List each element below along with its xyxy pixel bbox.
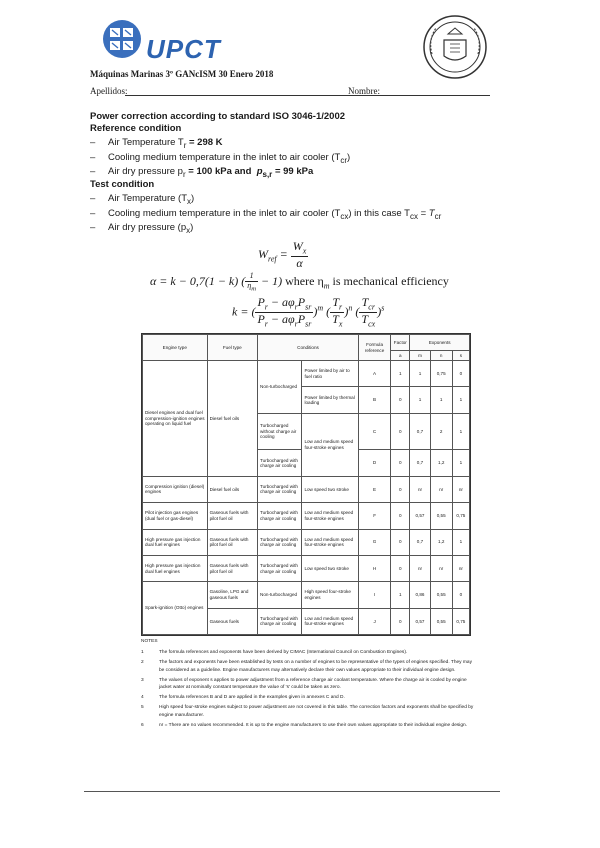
- university-seal-icon: [422, 14, 488, 80]
- reference-item-temp: – Air Temperature $T_r = 298$ K: [90, 137, 223, 150]
- cell-m: 0,57: [410, 503, 430, 529]
- cell-a: 0: [391, 450, 410, 476]
- cell-fuel: Diesel fuel oils: [207, 476, 257, 502]
- test-item-pressure: – Air dry pressure $(p_x)$: [90, 222, 194, 235]
- cell-m: nr: [410, 476, 430, 502]
- test-item-temp: – Air Temperature $(T_x)$: [90, 193, 195, 206]
- cell-n: nr: [430, 555, 452, 581]
- cell-engine: Compression ignition (diesel) engines: [143, 476, 208, 502]
- header-fuel-type: Fuel type: [207, 335, 257, 361]
- note-item: 2 The factors and exponents have been established by tests on a number of engines to be representative of the types of engines specified. They may be considered as a guideline. Engine manufacturers may alternatively declare their own values appropriate to their individual engine design.: [141, 660, 472, 673]
- cell-cond2: Power limited by thermal loading: [302, 387, 359, 413]
- cell-engine: High pressure gas injection dual fuel engines: [143, 529, 208, 555]
- header-conditions: Conditions: [258, 335, 359, 361]
- cell-n: 1,2: [430, 450, 452, 476]
- cell-fuel: Gaseous fuels with pilot fuel oil: [207, 503, 257, 529]
- cell-s: 0: [452, 582, 469, 608]
- cell-n: nr: [430, 476, 452, 502]
- cell-cond1: Turbocharged with charge air cooling: [258, 450, 302, 476]
- cell-s: nr: [452, 555, 469, 581]
- cell-n: 0,55: [430, 503, 452, 529]
- cell-a: 0: [391, 476, 410, 502]
- cell-n: 0,55: [430, 582, 452, 608]
- cell-a: 0: [391, 529, 410, 555]
- formula-w-ref: $W_{ref}$ = $\frac{W_x}{\alpha}$: [258, 239, 307, 271]
- cell-s: 1: [452, 450, 469, 476]
- cell-fuel: Gasoline, LPG and gaseous fuels: [207, 582, 257, 608]
- cell-cond2: Low speed two stroke: [302, 555, 359, 581]
- cell-cond1: Turbocharged with charge air cooling: [258, 529, 302, 555]
- cell-m: 0,7: [410, 413, 430, 450]
- cell-a: 0: [391, 387, 410, 413]
- cell-cond1: Turbocharged with charge air cooling: [258, 555, 302, 581]
- note-item: 3 The values of exponent s applies to power adjustment from a reference charge air coolant temperature. Where the charge air is cooled by engine jacket water at nominally constant temperature the value of 's' could be taken as zero.: [141, 677, 467, 690]
- table-row: [143, 361, 470, 387]
- surname-label: Apellidos:: [90, 86, 128, 96]
- cell-ref: I: [358, 582, 390, 608]
- cell-n: 2: [430, 413, 452, 450]
- reference-item-cooling: – Cooling medium temperature in the inlet to air cooler $(T_{cr})$: [90, 152, 351, 165]
- cell-engine: Spark-ignition (Otto) engines: [143, 582, 208, 635]
- cell-engine: High pressure gas injection dual fuel engines: [143, 555, 208, 581]
- cell-cond1: Turbocharged without charge air cooling: [258, 413, 302, 450]
- cell-cond2: Low and medium speed four-stroke engines: [302, 413, 359, 476]
- cell-engine: Diesel engines and dual fuel compression-ignition engines operating on liquid fuel: [143, 361, 208, 477]
- table-row: [143, 582, 470, 608]
- cell-n: 0,75: [430, 361, 452, 387]
- cell-n: 0,55: [430, 608, 452, 634]
- cell-cond1: Turbocharged with charge air cooling: [258, 503, 302, 529]
- cell-m: 0,86: [410, 582, 430, 608]
- header-exponents: Exponents: [410, 335, 470, 351]
- cell-s: 0,75: [452, 608, 469, 634]
- cell-s: 0: [452, 361, 469, 387]
- test-item-cooling: – Cooling medium temperature in the inlet to air cooler $(T_{cx})$ in this case $T_{cx} = T_{cr}$: [90, 208, 442, 221]
- cell-m: 0,57: [410, 608, 430, 634]
- reference-item-pressure: – Air dry pressure $p_r = 100$ kPa and $p_{s,r} = 99$ kPa: [90, 166, 314, 179]
- table-row: [143, 529, 470, 555]
- cell-cond2: Power limited by air to fuel ratio: [302, 361, 359, 387]
- table-row: [143, 503, 470, 529]
- cell-n: 1: [430, 387, 452, 413]
- cell-ref: C: [358, 413, 390, 450]
- formula-k: k = ( $\frac{P_r - a\varphi_rP_{sr}}{P_r - a\varphi_rP_{sr}}$ )$^m$ ( $\frac{T_r}{T_x}$ )$^n$ ( $\frac{T_{cr}}{T_{cx}}$ )$^s$: [232, 295, 385, 329]
- cell-a: 0: [391, 555, 410, 581]
- header-m: m: [410, 351, 430, 361]
- cell-s: nr: [452, 476, 469, 502]
- header-a: a: [391, 351, 410, 361]
- cell-s: 0,75: [452, 503, 469, 529]
- cell-m: nr: [410, 555, 430, 581]
- cell-m: 1: [410, 387, 430, 413]
- test-heading: Test condition: [90, 179, 155, 190]
- cell-cond1: Turbocharged with charge air cooling: [258, 608, 302, 634]
- upct-logo-icon: [92, 18, 148, 60]
- note-item: 6 nr = There are no values recommended. It is up to the engine manufacturers to use their own values appropriate to their individual engine design.: [141, 722, 468, 728]
- table-row: [143, 555, 470, 581]
- section-title: Power correction according to standard ISO 3046-1/2002: [90, 111, 346, 122]
- cell-s: 1: [452, 529, 469, 555]
- formula-alpha: α = k − 0,7(1 − k) ( $\frac{1}{\eta_m}$ − 1) where $\eta_m$ is mechanical efficiency: [150, 271, 449, 293]
- note-item: 4 The formula references B and D are applied in the examples given in annexes C and D.: [141, 695, 345, 701]
- cell-ref: H: [358, 555, 390, 581]
- cell-a: 1: [391, 361, 410, 387]
- brand-name: UPCT: [146, 34, 221, 64]
- reference-heading: Reference condition: [90, 123, 182, 134]
- cell-fuel: Gaseous fuels with pilot fuel oil: [207, 529, 257, 555]
- cell-s: 1: [452, 413, 469, 450]
- cell-cond2: High speed four-stroke engines: [302, 582, 359, 608]
- cell-ref: G: [358, 529, 390, 555]
- cell-ref: A: [358, 361, 390, 387]
- header-engine-type: Engine type: [143, 335, 208, 361]
- cell-ref: E: [358, 476, 390, 502]
- cell-m: 0,7: [410, 529, 430, 555]
- cell-m: 1: [410, 361, 430, 387]
- table-row: [143, 476, 470, 502]
- cell-m: 0,7: [410, 450, 430, 476]
- cell-cond2: Low and medium speed four-stroke engines: [302, 503, 359, 529]
- footer-divider: [84, 791, 500, 792]
- cell-ref: D: [358, 450, 390, 476]
- cell-ref: B: [358, 387, 390, 413]
- cell-a: 0: [391, 413, 410, 450]
- cell-fuel: Gaseous fuels with pilot fuel oil: [207, 555, 257, 581]
- name-label: Nombre:: [348, 86, 380, 96]
- name-field[interactable]: [394, 95, 490, 96]
- cell-a: 0: [391, 503, 410, 529]
- cell-ref: J: [358, 608, 390, 634]
- cell-cond1: Non-turbocharged: [258, 582, 302, 608]
- notes-section: [141, 638, 476, 732]
- header-n: n: [430, 351, 452, 361]
- note-item: 5 High speed four-stroke engines subject to power adjustment are not covered in this table. The correction factors and exponents shall be specified by engine manufacturer.: [141, 705, 474, 718]
- cell-cond2: Low and medium speed four-stroke engines: [302, 529, 359, 555]
- correction-table: [141, 333, 471, 636]
- exam-subtitle: Máquinas Marinas 3º GANcISM 30 Enero 2018: [90, 69, 274, 79]
- cell-s: 1: [452, 387, 469, 413]
- cell-fuel: Gaseous fuels: [207, 608, 257, 634]
- student-fields: [90, 86, 490, 96]
- header-factor: Factor: [391, 335, 410, 351]
- notes-title: NOTES: [141, 639, 158, 644]
- header-s: s: [452, 351, 469, 361]
- cell-cond2: Low and medium speed four-stroke engines: [302, 608, 359, 634]
- cell-cond1: Turbocharged with charge air cooling: [258, 476, 302, 502]
- cell-engine: Pilot injection gas engines (dual fuel or gas-diesel): [143, 503, 208, 529]
- note-item: 1 The formula references and exponents have been derived by CIMAC (International Council on Combustion Engines).: [141, 650, 408, 656]
- cell-cond2: Low speed two stroke: [302, 476, 359, 502]
- cell-fuel: Diesel fuel oils: [207, 361, 257, 477]
- cell-ref: F: [358, 503, 390, 529]
- cell-a: 1: [391, 582, 410, 608]
- cell-a: 0: [391, 608, 410, 634]
- cell-n: 1,2: [430, 529, 452, 555]
- cell-cond1: Non-turbocharged: [258, 361, 302, 414]
- header-formula-reference: Formula reference: [358, 335, 390, 361]
